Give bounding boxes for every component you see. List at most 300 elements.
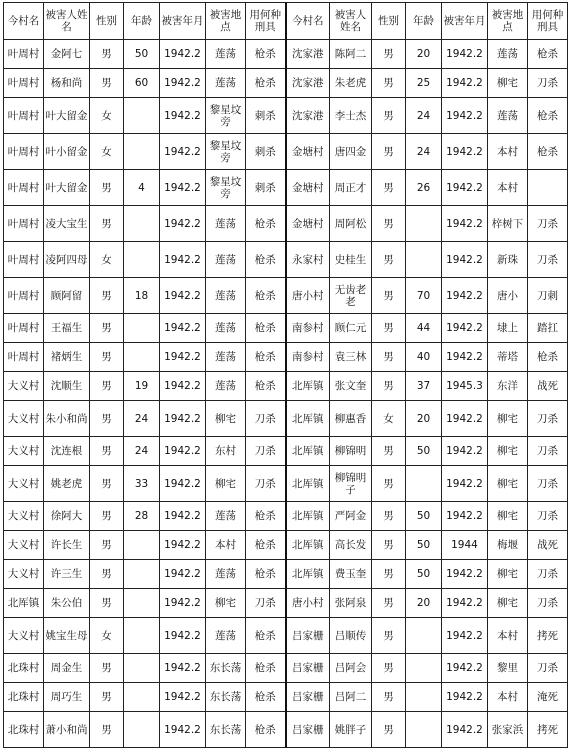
table-row — [4, 466, 568, 502]
table-cell: 东长荡 — [206, 654, 246, 683]
table-cell: 1942.2 — [442, 314, 488, 343]
table-cell: 刺杀 — [246, 134, 286, 170]
table-cell: 北厍镇 — [286, 437, 330, 466]
table-cell: 陈阿二 — [330, 40, 372, 69]
table-cell: 1942.2 — [160, 589, 206, 618]
table-cell: 1942.2 — [442, 242, 488, 278]
table-cell: 周正才 — [330, 170, 372, 206]
column-header: 被害地点 — [206, 3, 246, 40]
table-cell: 枪杀 — [246, 314, 286, 343]
table-row — [4, 278, 568, 314]
table-cell: 战死 — [528, 372, 568, 401]
table-cell: 沈家港 — [286, 69, 330, 98]
table-row — [4, 502, 568, 531]
table-cell — [124, 531, 160, 560]
table-cell: 刀杀 — [528, 589, 568, 618]
table-cell: 男 — [372, 589, 406, 618]
table-cell — [124, 242, 160, 278]
table-cell: 顾仁元 — [330, 314, 372, 343]
table-cell: 1942.2 — [160, 170, 206, 206]
table-cell: 50 — [406, 531, 442, 560]
table-cell: 叶周村 — [4, 314, 44, 343]
table-cell: 朱公伯 — [44, 589, 90, 618]
table-cell: 男 — [372, 372, 406, 401]
table-cell — [124, 589, 160, 618]
table-cell: 袁三林 — [330, 343, 372, 372]
table-cell: 1944 — [442, 531, 488, 560]
table-cell: 20 — [406, 589, 442, 618]
table-cell: 男 — [372, 69, 406, 98]
table-row — [4, 98, 568, 134]
table-cell: 东长荡 — [206, 712, 246, 748]
table-cell: 1942.2 — [442, 466, 488, 502]
table-cell: 金塘村 — [286, 134, 330, 170]
table-cell: 柳宅 — [206, 401, 246, 437]
table-cell: 刺杀 — [246, 170, 286, 206]
table-cell: 北厍镇 — [286, 401, 330, 437]
table-cell: 凌大宝生 — [44, 206, 90, 242]
table-cell: 朱小和尚 — [44, 401, 90, 437]
table-cell: 刀杀 — [246, 437, 286, 466]
table-cell: 1942.2 — [160, 466, 206, 502]
table-cell: 60 — [124, 69, 160, 98]
table-cell: 沈顺生 — [44, 372, 90, 401]
table-cell: 40 — [406, 343, 442, 372]
table-cell: 1942.2 — [160, 531, 206, 560]
table-cell: 大义村 — [4, 618, 44, 654]
table-cell: 莲荡 — [206, 206, 246, 242]
victims-table-container — [3, 2, 568, 748]
table-cell: 男 — [372, 712, 406, 748]
table-cell: 本村 — [488, 170, 528, 206]
table-cell: 男 — [372, 466, 406, 502]
table-cell: 大义村 — [4, 401, 44, 437]
table-cell: 刀刺 — [528, 278, 568, 314]
table-cell: 许长生 — [44, 531, 90, 560]
table-row — [4, 69, 568, 98]
table-cell — [406, 242, 442, 278]
table-cell: 枪杀 — [528, 134, 568, 170]
table-cell: 男 — [372, 618, 406, 654]
table-cell: 周阿松 — [330, 206, 372, 242]
table-cell: 柳锦明子 — [330, 466, 372, 502]
table-cell: 本村 — [488, 683, 528, 712]
table-cell: 1942.2 — [160, 69, 206, 98]
table-cell — [406, 206, 442, 242]
table-row — [4, 314, 568, 343]
table-cell: 男 — [90, 683, 124, 712]
table-cell: 37 — [406, 372, 442, 401]
table-cell: 唐小 — [488, 278, 528, 314]
table-cell: 枪杀 — [528, 40, 568, 69]
table-cell: 4 — [124, 170, 160, 206]
table-cell: 萧小和尚 — [44, 712, 90, 748]
table-cell: 顾阿留 — [44, 278, 90, 314]
table-row — [4, 589, 568, 618]
table-cell: 黎星坟旁 — [206, 134, 246, 170]
table-cell: 刀杀 — [246, 466, 286, 502]
table-row — [4, 437, 568, 466]
table-cell: 1942.2 — [160, 502, 206, 531]
table-row — [4, 372, 568, 401]
table-cell: 无齿老老 — [330, 278, 372, 314]
table-cell: 大义村 — [4, 560, 44, 589]
table-cell: 18 — [124, 278, 160, 314]
table-cell: 沈家港 — [286, 98, 330, 134]
table-cell: 男 — [372, 654, 406, 683]
table-cell: 叶周村 — [4, 69, 44, 98]
table-cell: 叶周村 — [4, 98, 44, 134]
table-cell: 吕家栅 — [286, 683, 330, 712]
table-cell: 东洋 — [488, 372, 528, 401]
table-cell: 男 — [90, 206, 124, 242]
table-cell: 叶周村 — [4, 242, 44, 278]
table-row — [4, 170, 568, 206]
table-cell: 北厍镇 — [286, 372, 330, 401]
table-cell: 吕家栅 — [286, 618, 330, 654]
table-cell: 刀杀 — [528, 401, 568, 437]
table-cell: 东村 — [206, 437, 246, 466]
table-cell: 大义村 — [4, 502, 44, 531]
column-header: 性别 — [90, 3, 124, 40]
table-cell — [124, 314, 160, 343]
table-cell: 莲荡 — [206, 40, 246, 69]
table-cell: 女 — [90, 98, 124, 134]
table-cell: 男 — [372, 683, 406, 712]
table-cell: 叶大留金 — [44, 98, 90, 134]
table-cell: 男 — [90, 502, 124, 531]
table-cell: 杨和尚 — [44, 69, 90, 98]
table-cell: 黎星坟旁 — [206, 98, 246, 134]
table-cell — [124, 654, 160, 683]
table-cell: 枪杀 — [246, 683, 286, 712]
table-cell: 叶周村 — [4, 40, 44, 69]
table-cell: 男 — [372, 437, 406, 466]
table-cell: 1942.2 — [160, 560, 206, 589]
table-cell: 24 — [406, 134, 442, 170]
table-row — [4, 654, 568, 683]
table-row — [4, 343, 568, 372]
table-cell: 莲荡 — [206, 560, 246, 589]
table-cell: 19 — [124, 372, 160, 401]
table-cell: 1942.2 — [160, 437, 206, 466]
table-cell: 男 — [90, 69, 124, 98]
table-cell: 刀杀 — [528, 69, 568, 98]
table-cell: 男 — [90, 314, 124, 343]
column-header: 年龄 — [406, 3, 442, 40]
table-cell — [406, 654, 442, 683]
table-cell: 枪杀 — [246, 712, 286, 748]
table-cell: 踏扛 — [528, 314, 568, 343]
table-cell: 柳宅 — [488, 466, 528, 502]
table-row — [4, 242, 568, 278]
table-cell: 吕阿会 — [330, 654, 372, 683]
table-cell: 男 — [90, 712, 124, 748]
table-row — [4, 618, 568, 654]
table-cell: 33 — [124, 466, 160, 502]
table-cell: 柳宅 — [488, 560, 528, 589]
table-cell: 柳宅 — [488, 437, 528, 466]
table-cell: 刀杀 — [528, 560, 568, 589]
table-cell: 北珠村 — [4, 683, 44, 712]
table-cell: 1942.2 — [160, 98, 206, 134]
column-header: 今村名 — [4, 3, 44, 40]
table-cell: 莲荡 — [206, 69, 246, 98]
table-cell: 莲荡 — [206, 502, 246, 531]
table-cell: 柳惠香 — [330, 401, 372, 437]
table-cell: 男 — [372, 206, 406, 242]
table-cell: 枪杀 — [246, 278, 286, 314]
table-cell: 周巧生 — [44, 683, 90, 712]
column-header: 被害年月 — [442, 3, 488, 40]
table-body — [4, 40, 568, 748]
table-cell: 埭上 — [488, 314, 528, 343]
column-header: 被害人姓名 — [330, 3, 372, 40]
table-cell: 男 — [90, 278, 124, 314]
table-cell: 徐阿大 — [44, 502, 90, 531]
table-cell — [124, 134, 160, 170]
column-header: 年龄 — [124, 3, 160, 40]
table-cell: 李士杰 — [330, 98, 372, 134]
table-cell: 叶大留金 — [44, 170, 90, 206]
table-cell: 女 — [90, 618, 124, 654]
table-cell: 1942.2 — [160, 206, 206, 242]
table-cell — [124, 98, 160, 134]
table-cell: 男 — [90, 40, 124, 69]
table-cell: 北珠村 — [4, 712, 44, 748]
table-cell: 1942.2 — [160, 278, 206, 314]
table-cell: 永家村 — [286, 242, 330, 278]
table-row — [4, 683, 568, 712]
table-cell: 刀杀 — [528, 466, 568, 502]
table-cell: 褚炳生 — [44, 343, 90, 372]
table-cell: 男 — [90, 372, 124, 401]
table-cell: 莲荡 — [488, 40, 528, 69]
table-cell: 许三生 — [44, 560, 90, 589]
table-row — [4, 134, 568, 170]
table-cell: 本村 — [206, 531, 246, 560]
table-cell: 男 — [372, 170, 406, 206]
table-cell: 柳宅 — [206, 466, 246, 502]
table-cell: 1942.2 — [442, 98, 488, 134]
table-cell: 吕顺传 — [330, 618, 372, 654]
table-cell: 1942.2 — [442, 437, 488, 466]
table-cell: 唐四金 — [330, 134, 372, 170]
table-cell: 1945.3 — [442, 372, 488, 401]
table-cell: 26 — [406, 170, 442, 206]
table-cell: 枪杀 — [246, 372, 286, 401]
table-cell: 凌阿四母 — [44, 242, 90, 278]
table-cell: 枪杀 — [246, 40, 286, 69]
table-cell: 1942.2 — [442, 618, 488, 654]
table-cell: 28 — [124, 502, 160, 531]
table-cell: 1942.2 — [442, 69, 488, 98]
table-cell: 吕家栅 — [286, 654, 330, 683]
table-cell: 1942.2 — [442, 589, 488, 618]
table-row — [4, 712, 568, 748]
table-cell: 莲荡 — [206, 343, 246, 372]
table-cell: 金阿七 — [44, 40, 90, 69]
table-cell: 男 — [372, 314, 406, 343]
table-cell: 沈家港 — [286, 40, 330, 69]
table-cell: 王福生 — [44, 314, 90, 343]
table-cell: 1942.2 — [442, 40, 488, 69]
table-cell: 刀杀 — [528, 206, 568, 242]
column-header: 今村名 — [286, 3, 330, 40]
column-header: 用何种刑具 — [246, 3, 286, 40]
table-cell: 1942.2 — [442, 654, 488, 683]
table-cell: 枪杀 — [246, 502, 286, 531]
table-cell — [124, 712, 160, 748]
table-cell: 南参村 — [286, 314, 330, 343]
table-row — [4, 401, 568, 437]
table-cell: 男 — [372, 531, 406, 560]
table-cell: 刺杀 — [246, 98, 286, 134]
table-cell: 金塘村 — [286, 170, 330, 206]
table-cell: 叶周村 — [4, 206, 44, 242]
table-cell: 蒂塔 — [488, 343, 528, 372]
table-cell: 大义村 — [4, 372, 44, 401]
table-cell: 叶小留金 — [44, 134, 90, 170]
table-cell: 南参村 — [286, 343, 330, 372]
table-cell: 1942.2 — [442, 206, 488, 242]
column-header: 被害年月 — [160, 3, 206, 40]
table-cell — [406, 618, 442, 654]
table-cell: 男 — [90, 531, 124, 560]
table-row — [4, 206, 568, 242]
table-cell: 男 — [372, 242, 406, 278]
table-cell — [124, 683, 160, 712]
table-cell: 男 — [90, 560, 124, 589]
table-cell: 男 — [90, 170, 124, 206]
table-cell: 枪杀 — [246, 618, 286, 654]
table-cell: 莲荡 — [206, 242, 246, 278]
table-cell: 姚老虎 — [44, 466, 90, 502]
table-cell: 50 — [406, 502, 442, 531]
table-cell: 枪杀 — [246, 560, 286, 589]
table-cell — [406, 712, 442, 748]
table-cell: 唐小村 — [286, 278, 330, 314]
table-cell: 枪杀 — [246, 206, 286, 242]
table-cell: 朱老虎 — [330, 69, 372, 98]
table-cell: 男 — [372, 560, 406, 589]
table-cell: 1942.2 — [160, 343, 206, 372]
table-cell: 女 — [90, 242, 124, 278]
column-header: 被害人姓名 — [44, 3, 90, 40]
table-cell: 1942.2 — [442, 401, 488, 437]
table-cell: 1942.2 — [160, 401, 206, 437]
table-cell: 北厍镇 — [286, 560, 330, 589]
table-cell: 刀杀 — [528, 437, 568, 466]
column-header: 用何种刑具 — [528, 3, 568, 40]
column-header: 性别 — [372, 3, 406, 40]
table-cell: 战死 — [528, 531, 568, 560]
table-cell — [406, 466, 442, 502]
table-cell: 50 — [124, 40, 160, 69]
table-cell: 柳宅 — [488, 69, 528, 98]
table-cell: 刀杀 — [528, 242, 568, 278]
table-cell: 梓树下 — [488, 206, 528, 242]
table-cell: 张阿泉 — [330, 589, 372, 618]
table-cell: 拷死 — [528, 712, 568, 748]
table-cell: 20 — [406, 40, 442, 69]
table-cell: 枪杀 — [246, 343, 286, 372]
table-cell: 北厍镇 — [286, 466, 330, 502]
table-cell: 淹死 — [528, 683, 568, 712]
table-cell: 莲荡 — [206, 618, 246, 654]
table-cell: 柳宅 — [488, 401, 528, 437]
table-cell: 1942.2 — [160, 314, 206, 343]
column-header: 被害地点 — [488, 3, 528, 40]
table-cell: 24 — [124, 401, 160, 437]
table-cell: 1942.2 — [442, 134, 488, 170]
table-cell: 1942.2 — [442, 502, 488, 531]
table-cell: 刀杀 — [246, 401, 286, 437]
table-cell: 吕阿二 — [330, 683, 372, 712]
table-cell: 姚胖子 — [330, 712, 372, 748]
table-cell: 柳宅 — [488, 502, 528, 531]
table-cell: 1942.2 — [160, 242, 206, 278]
table-cell: 1942.2 — [160, 134, 206, 170]
table-cell: 刀杀 — [528, 654, 568, 683]
table-cell: 50 — [406, 560, 442, 589]
table-cell: 1942.2 — [160, 618, 206, 654]
table-cell: 大义村 — [4, 531, 44, 560]
table-cell — [406, 683, 442, 712]
table-cell: 唐小村 — [286, 589, 330, 618]
table-cell: 男 — [372, 502, 406, 531]
table-cell: 女 — [372, 401, 406, 437]
table-cell: 男 — [372, 134, 406, 170]
table-cell: 枪杀 — [246, 654, 286, 683]
table-row — [4, 560, 568, 589]
table-cell — [528, 170, 568, 206]
table-cell: 1942.2 — [442, 560, 488, 589]
table-cell: 北厍镇 — [4, 589, 44, 618]
table-cell: 男 — [372, 40, 406, 69]
table-cell: 1942.2 — [442, 683, 488, 712]
table-cell: 北厍镇 — [286, 531, 330, 560]
table-cell: 新珠 — [488, 242, 528, 278]
victims-table — [3, 2, 568, 748]
table-cell: 枪杀 — [528, 343, 568, 372]
table-cell: 枪杀 — [246, 69, 286, 98]
table-cell: 严阿金 — [330, 502, 372, 531]
table-cell: 高长发 — [330, 531, 372, 560]
table-cell: 男 — [372, 98, 406, 134]
table-cell: 本村 — [488, 134, 528, 170]
table-cell: 1942.2 — [442, 278, 488, 314]
table-cell: 拷死 — [528, 618, 568, 654]
table-cell: 男 — [372, 343, 406, 372]
table-cell: 大义村 — [4, 437, 44, 466]
table-cell: 枪杀 — [246, 242, 286, 278]
table-cell: 1942.2 — [442, 343, 488, 372]
table-cell: 女 — [90, 134, 124, 170]
table-cell: 沈连根 — [44, 437, 90, 466]
table-cell: 50 — [406, 437, 442, 466]
table-cell: 柳锦明 — [330, 437, 372, 466]
table-cell: 莲荡 — [488, 98, 528, 134]
table-cell: 男 — [90, 343, 124, 372]
table-cell: 20 — [406, 401, 442, 437]
table-cell: 1942.2 — [160, 683, 206, 712]
table-cell — [124, 343, 160, 372]
table-cell: 张文奎 — [330, 372, 372, 401]
table-cell: 北珠村 — [4, 654, 44, 683]
header-row — [4, 3, 568, 40]
table-cell: 24 — [406, 98, 442, 134]
